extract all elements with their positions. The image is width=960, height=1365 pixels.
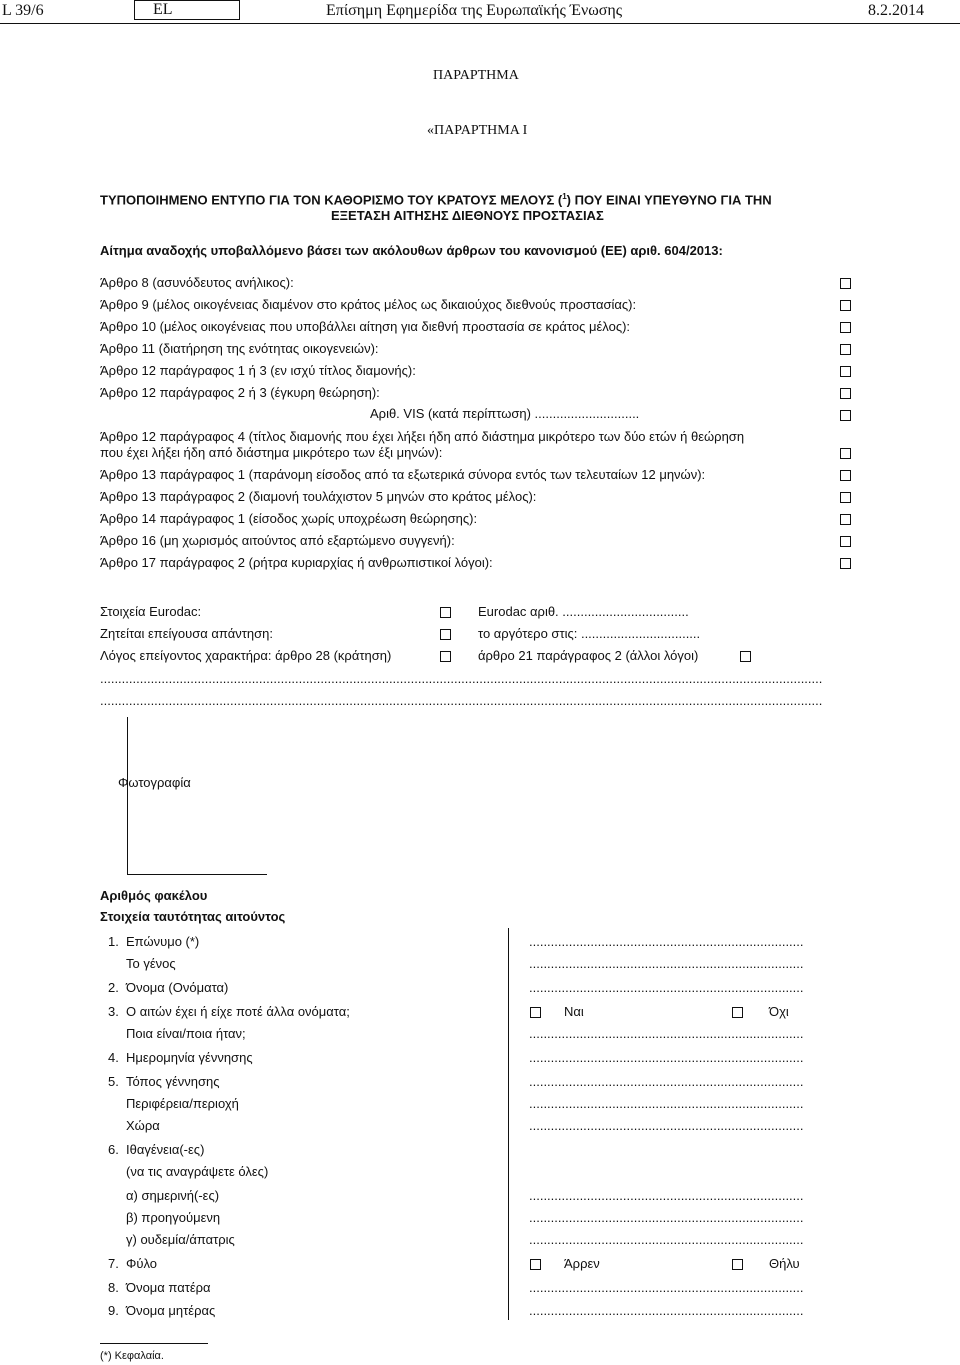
- stateless-label: γ) ουδεμία/άπατρις: [126, 1232, 235, 1247]
- article-12-4-line-1: Άρθρο 12 παράγραφος 4 (τίτλος διαμονής που έχει λήξει ήδη από διάστημα μικρότερο των δύο ετών ή θεώρηση: [100, 429, 745, 444]
- article-row: Άρθρο 12 παράγραφος 1 ή 3 (εν ισχύ τίτλος διαμονής):: [100, 363, 416, 378]
- publication-date: 8.2.2014: [868, 2, 924, 19]
- article-row: Άρθρο 13 παράγραφος 2 (διαμονή τουλάχιστον 5 μηνών στο κράτος μέλος):: [100, 489, 537, 504]
- article-row: Άρθρο 12 παράγραφος 2 ή 3 (έγκυρη θεώρηση):: [100, 385, 380, 400]
- form-title-text-a: ΤΥΠΟΠΟΙΗΜΕΝΟ ΕΝΤΥΠΟ ΓΙΑ ΤΟΝ ΚΑΘΟΡΙΣΜΟ ΤΟΥ ΚΡΑΤΟΥΣ ΜΕΛΟΥΣ (: [100, 192, 563, 208]
- article-row: Άρθρο 17 παράγραφος 2 (ρήτρα κυριαρχίας ή ανθρωπιστικοί λόγοι):: [100, 555, 493, 570]
- article-row: Άρθρο 16 (μη χωρισμός αιτούντος από εξαρτώμενο συγγενή):: [100, 533, 455, 548]
- file-number-heading: Αριθμός φακέλου: [100, 888, 208, 903]
- dotted-line[interactable]: ........................................................................................................................................................................................................: [100, 671, 822, 686]
- page-number: L 39/6: [2, 2, 44, 19]
- item-number: 2.: [108, 980, 119, 995]
- checkbox-article-11[interactable]: [840, 344, 851, 355]
- item-number: 8.: [108, 1280, 119, 1295]
- checkbox-article-12-2[interactable]: [840, 388, 851, 399]
- item-number: 1.: [108, 934, 119, 949]
- checkbox-article-9[interactable]: [840, 300, 851, 311]
- checkbox-yes[interactable]: [530, 1007, 541, 1018]
- annex-subtitle: «ΠΑΡΑΡΤΗΜΑ Ι: [427, 123, 528, 138]
- item-number: 7.: [108, 1256, 119, 1271]
- current-nationality-field[interactable]: ............................................................................: [529, 1188, 804, 1203]
- checkbox-article-14-1[interactable]: [840, 514, 851, 525]
- names-field[interactable]: ............................................................................: [529, 980, 804, 995]
- item-number: 6.: [108, 1142, 119, 1157]
- form-title-line-2: ΕΞΕΤΑΣΗ ΑΙΤΗΣΗΣ ΔΙΕΘΝΟΥΣ ΠΡΟΣΤΑΣΙΑΣ: [331, 208, 604, 223]
- item-number: 4.: [108, 1050, 119, 1065]
- male-label: Άρρεν: [564, 1256, 600, 1271]
- checkbox-article-16[interactable]: [840, 536, 851, 547]
- request-line: Αίτημα αναδοχής υποβαλλόμενο βάσει των ακόλουθων άρθρων του κανονισμού (ΕΕ) αριθ. 604/2013:: [100, 243, 723, 258]
- column-separator: [508, 928, 509, 1320]
- which-names-label: Ποια είναι/ποια ήταν;: [126, 1026, 246, 1041]
- pob-field[interactable]: ............................................................................: [529, 1074, 804, 1089]
- checkbox-eurodac[interactable]: [440, 607, 451, 618]
- country-field[interactable]: ............................................................................: [529, 1118, 804, 1133]
- article-row: Άρθρο 9 (μέλος οικογένειας διαμένον στο κράτος μέλος ως δικαιούχος διεθνούς προστασίας):: [100, 297, 637, 312]
- item-number: 5.: [108, 1074, 119, 1089]
- dob-field[interactable]: ............................................................................: [529, 1050, 804, 1065]
- region-field[interactable]: ............................................................................: [529, 1096, 804, 1111]
- previous-nationality-field[interactable]: ............................................................................: [529, 1210, 804, 1225]
- genus-field[interactable]: ............................................................................: [529, 956, 804, 971]
- checkbox-article-21-2[interactable]: [740, 651, 751, 662]
- other-names-question: Ο αιτών έχει ή είχε ποτέ άλλα ονόματα;: [126, 1004, 350, 1019]
- checkbox-article-28[interactable]: [440, 651, 451, 662]
- eurodac-number-field[interactable]: Eurodac αριθ. ...................................: [478, 604, 689, 619]
- footnote-ref: 1: [562, 192, 567, 201]
- surname-label: Επώνυμο (*): [126, 934, 200, 949]
- mother-name-label: Όνομα μητέρας: [126, 1303, 216, 1318]
- article-row: Άρθρο 14 παράγραφος 1 (είσοδος χωρίς υποχρέωση θεώρησης):: [100, 511, 478, 526]
- surname-field[interactable]: ............................................................................: [529, 934, 804, 949]
- article-12-4-line-2: που έχει λήξει ήδη από διάστημα μικρότερο των έξι μηνών):: [100, 445, 443, 460]
- sex-label: Φύλο: [126, 1256, 158, 1271]
- checkbox-article-17-2[interactable]: [840, 558, 851, 569]
- which-names-field[interactable]: ............................................................................: [529, 1026, 804, 1041]
- checkbox-article-12-4[interactable]: [840, 448, 851, 459]
- urgent-reply-label: Ζητείται επείγουσα απάντηση:: [100, 626, 273, 641]
- language-box: EL: [134, 0, 240, 20]
- eurodac-data-label: Στοιχεία Eurodac:: [100, 604, 202, 619]
- checkbox-article-8[interactable]: [840, 278, 851, 289]
- photo-label: Φωτογραφία: [118, 775, 191, 790]
- checkbox-article-12-1[interactable]: [840, 366, 851, 377]
- vis-number-field[interactable]: Αριθ. VIS (κατά περίπτωση) .............................: [370, 406, 640, 421]
- deadline-field[interactable]: το αργότερο στις: .................................: [478, 626, 701, 641]
- previous-nationality-label: β) προηγούμενη: [126, 1210, 221, 1225]
- checkbox-urgent[interactable]: [440, 629, 451, 640]
- checkbox-article-10[interactable]: [840, 322, 851, 333]
- checkbox-article-13-2[interactable]: [840, 492, 851, 503]
- pob-label: Τόπος γέννησης: [126, 1074, 220, 1089]
- urgency-reason-label: Λόγος επείγοντος χαρακτήρα: άρθρο 28 (κράτηση): [100, 648, 392, 663]
- country-label: Χώρα: [126, 1118, 160, 1133]
- checkbox-no[interactable]: [732, 1007, 743, 1018]
- names-label: Όνομα (Ονόματα): [126, 980, 229, 995]
- article-row: Άρθρο 11 (διατήρηση της ενότητας οικογενειών):: [100, 341, 379, 356]
- journal-title: Επίσημη Εφημερίδα της Ευρωπαϊκής Ένωσης: [326, 2, 623, 19]
- checkbox-vis[interactable]: [840, 410, 851, 421]
- nationality-label: Ιθαγένεια(-ες): [126, 1142, 205, 1157]
- stateless-field[interactable]: ............................................................................: [529, 1232, 804, 1247]
- form-title-line-1: [100, 192, 772, 207]
- mother-name-field[interactable]: ............................................................................: [529, 1303, 804, 1318]
- identity-heading: Στοιχεία ταυτότητας αιτούντος: [100, 909, 286, 924]
- current-nationality-label: α) σημερινή(-ες): [126, 1188, 220, 1203]
- annex-title: ΠΑΡΑΡΤΗΜΑ: [433, 68, 519, 83]
- list-all-label: (να τις αναγράψετε όλες): [126, 1164, 269, 1179]
- form-title-text-b: ) ΠΟΥ ΕΙΝΑΙ ΥΠΕΥΘΥΝΟ ΓΙΑ ΤΗΝ: [566, 192, 772, 208]
- item-number: 3.: [108, 1004, 119, 1019]
- item-number: 9.: [108, 1303, 119, 1318]
- article-row: Άρθρο 13 παράγραφος 1 (παράνομη είσοδος από τα εξωτερικά σύνορα εντός των τελευταίων 12 μηνών):: [100, 467, 706, 482]
- header-rule: [0, 23, 960, 24]
- checkbox-male[interactable]: [530, 1259, 541, 1270]
- checkbox-female[interactable]: [732, 1259, 743, 1270]
- no-label: Όχι: [769, 1004, 789, 1019]
- checkbox-article-13-1[interactable]: [840, 470, 851, 481]
- article-21-2-label: άρθρο 21 παράγραφος 2 (άλλοι λόγοι): [478, 648, 699, 663]
- female-label: Θήλυ: [769, 1256, 800, 1271]
- yes-label: Ναι: [564, 1004, 584, 1019]
- footnote-rule: [100, 1343, 208, 1344]
- footnote: (*) Κεφαλαία.: [100, 1350, 164, 1362]
- photo-box: [127, 717, 267, 875]
- father-name-field[interactable]: ............................................................................: [529, 1280, 804, 1295]
- dob-label: Ημερομηνία γέννησης: [126, 1050, 253, 1065]
- genus-label: Το γένος: [126, 956, 176, 971]
- region-label: Περιφέρεια/περιοχή: [126, 1096, 239, 1111]
- dotted-line[interactable]: ........................................................................................................................................................................................................: [100, 693, 822, 708]
- article-row: Άρθρο 8 (ασυνόδευτος ανήλικος):: [100, 275, 294, 290]
- article-row: Άρθρο 10 (μέλος οικογένειας που υποβάλλει αίτηση για διεθνή προστασία σε κράτος μέλος):: [100, 319, 631, 334]
- father-name-label: Όνομα πατέρα: [126, 1280, 211, 1295]
